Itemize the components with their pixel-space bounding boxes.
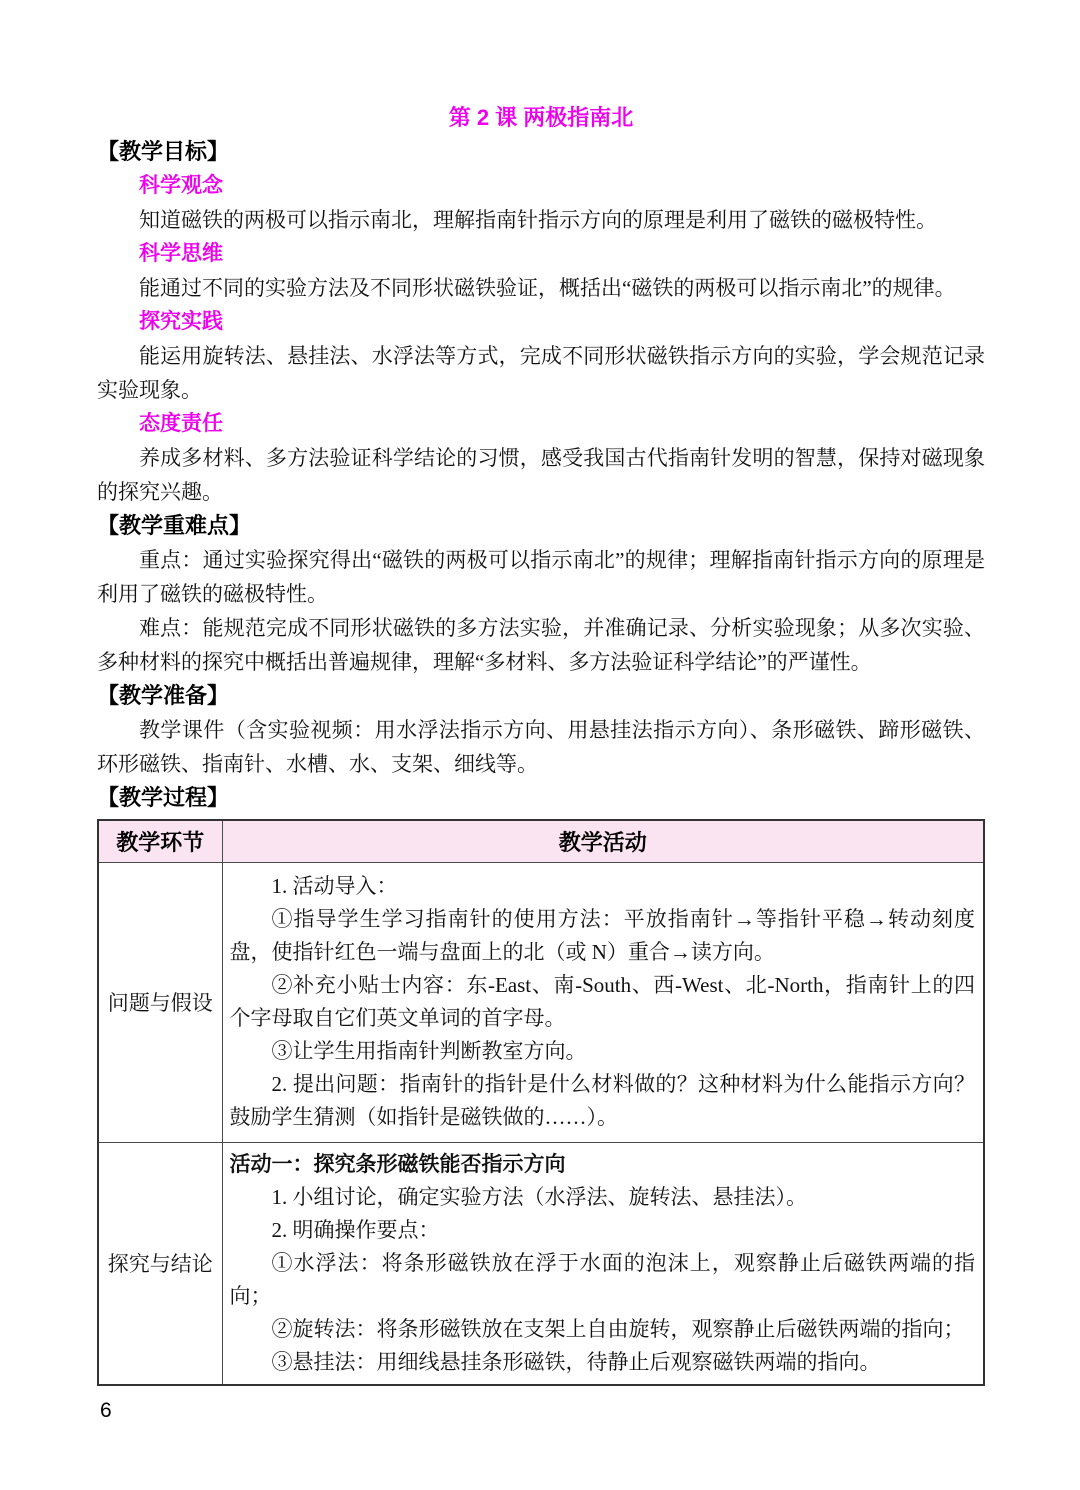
preparation-heading: 【教学准备】 <box>97 683 230 708</box>
teaching-process-table <box>97 819 985 1386</box>
objective-label-science-thinking: 科学思维 <box>139 242 223 265</box>
column-header-stage: 教学环节 <box>98 820 222 862</box>
difficult-point-paragraph: 难点：能规范完成不同形状磁铁的多方法实验，并准确记录、分析实验现象；从多次实验、多种材料的探究中概括出普遍规律，理解“多材料、多方法验证科学结论”的严谨性。 <box>97 616 985 674</box>
objective-text: 养成多材料、多方法验证科学结论的习惯，感受我国古代指南针发明的智慧，保持对磁现象的探究兴趣。 <box>97 446 985 504</box>
section-preparation <box>97 679 985 781</box>
table-row <box>98 862 984 1142</box>
activity-line: 2. 明确操作要点： <box>271 1217 440 1242</box>
objective-text: 能通过不同的实验方法及不同形状磁铁验证，概括出“磁铁的两极可以指示南北”的规律。 <box>139 276 956 300</box>
section-key-points <box>97 509 985 679</box>
objectives-heading: 【教学目标】 <box>97 139 230 164</box>
stage-cell: 探究与结论 <box>98 1142 222 1385</box>
process-heading: 【教学过程】 <box>97 785 230 810</box>
activity-line: ③让学生用指南针判断教室方向。 <box>271 1039 587 1063</box>
preparation-paragraph: 教学课件（含实验视频：用水浮法指示方向、用悬挂法指示方向）、条形磁铁、蹄形磁铁、环形磁铁、指南针、水槽、水、支架、细线等。 <box>97 718 985 776</box>
activity-line: ①指导学生学习指南针的使用方法：平放指南针→等指针平稳→转动刻度盘，使指针红色一端与盘面上的北（或 N）重合→读方向。 <box>229 907 975 964</box>
activity-line: 1. 小组讨论，确定实验方法（水浮法、旋转法、悬挂法）。 <box>271 1184 807 1209</box>
page-number: 6 <box>100 1399 112 1422</box>
activity-line: ②补充小贴士内容：东-East、南-South、西-West、北-North，指南针上的四个字母取自它们英文单词的首字母。 <box>229 973 975 1030</box>
activity-cell <box>222 1142 984 1385</box>
activity-line: ①水浮法：将条形磁铁放在浮于水面的泡沫上，观察静止后磁铁两端的指向； <box>229 1250 975 1308</box>
table-header-row <box>98 820 984 862</box>
table-row <box>98 1142 984 1385</box>
objective-text: 知道磁铁的两极可以指示南北，理解指南针指示方向的原理是利用了磁铁的磁极特性。 <box>139 208 937 232</box>
section-process <box>97 781 985 1386</box>
activity-line: 2. 提出问题：指南针的指针是什么材料做的？这种材料为什么能指示方向？鼓励学生猜测（如指针是磁铁做的……）。 <box>229 1072 975 1129</box>
activity-line: 1. 活动导入： <box>271 874 398 898</box>
column-header-activity: 教学活动 <box>222 820 984 862</box>
section-objectives <box>97 135 985 509</box>
activity-title: 活动一：探究条形磁铁能否指示方向 <box>229 1152 566 1176</box>
activity-line: ②旋转法：将条形磁铁放在支架上自由旋转，观察静止后磁铁两端的指向； <box>271 1316 965 1341</box>
lesson-title: 第 2 课 两极指南北 <box>448 105 634 130</box>
objective-label-inquiry-practice: 探究实践 <box>139 310 223 333</box>
key-point-paragraph: 重点：通过实验探究得出“磁铁的两极可以指示南北”的规律；理解指南针指示方向的原理是利用了磁铁的磁极特性。 <box>97 548 985 606</box>
key-points-heading: 【教学重难点】 <box>97 513 252 538</box>
objective-label-science-concept: 科学观念 <box>139 174 223 197</box>
activity-line: ③悬挂法：用细线悬挂条形磁铁，待静止后观察磁铁两端的指向。 <box>271 1349 881 1374</box>
objective-label-attitude-responsibility: 态度责任 <box>139 412 223 435</box>
objective-text: 能运用旋转法、悬挂法、水浮法等方式，完成不同形状磁铁指示方向的实验，学会规范记录实验现象。 <box>97 344 985 402</box>
stage-cell: 问题与假设 <box>98 862 222 1142</box>
activity-cell <box>222 862 984 1142</box>
